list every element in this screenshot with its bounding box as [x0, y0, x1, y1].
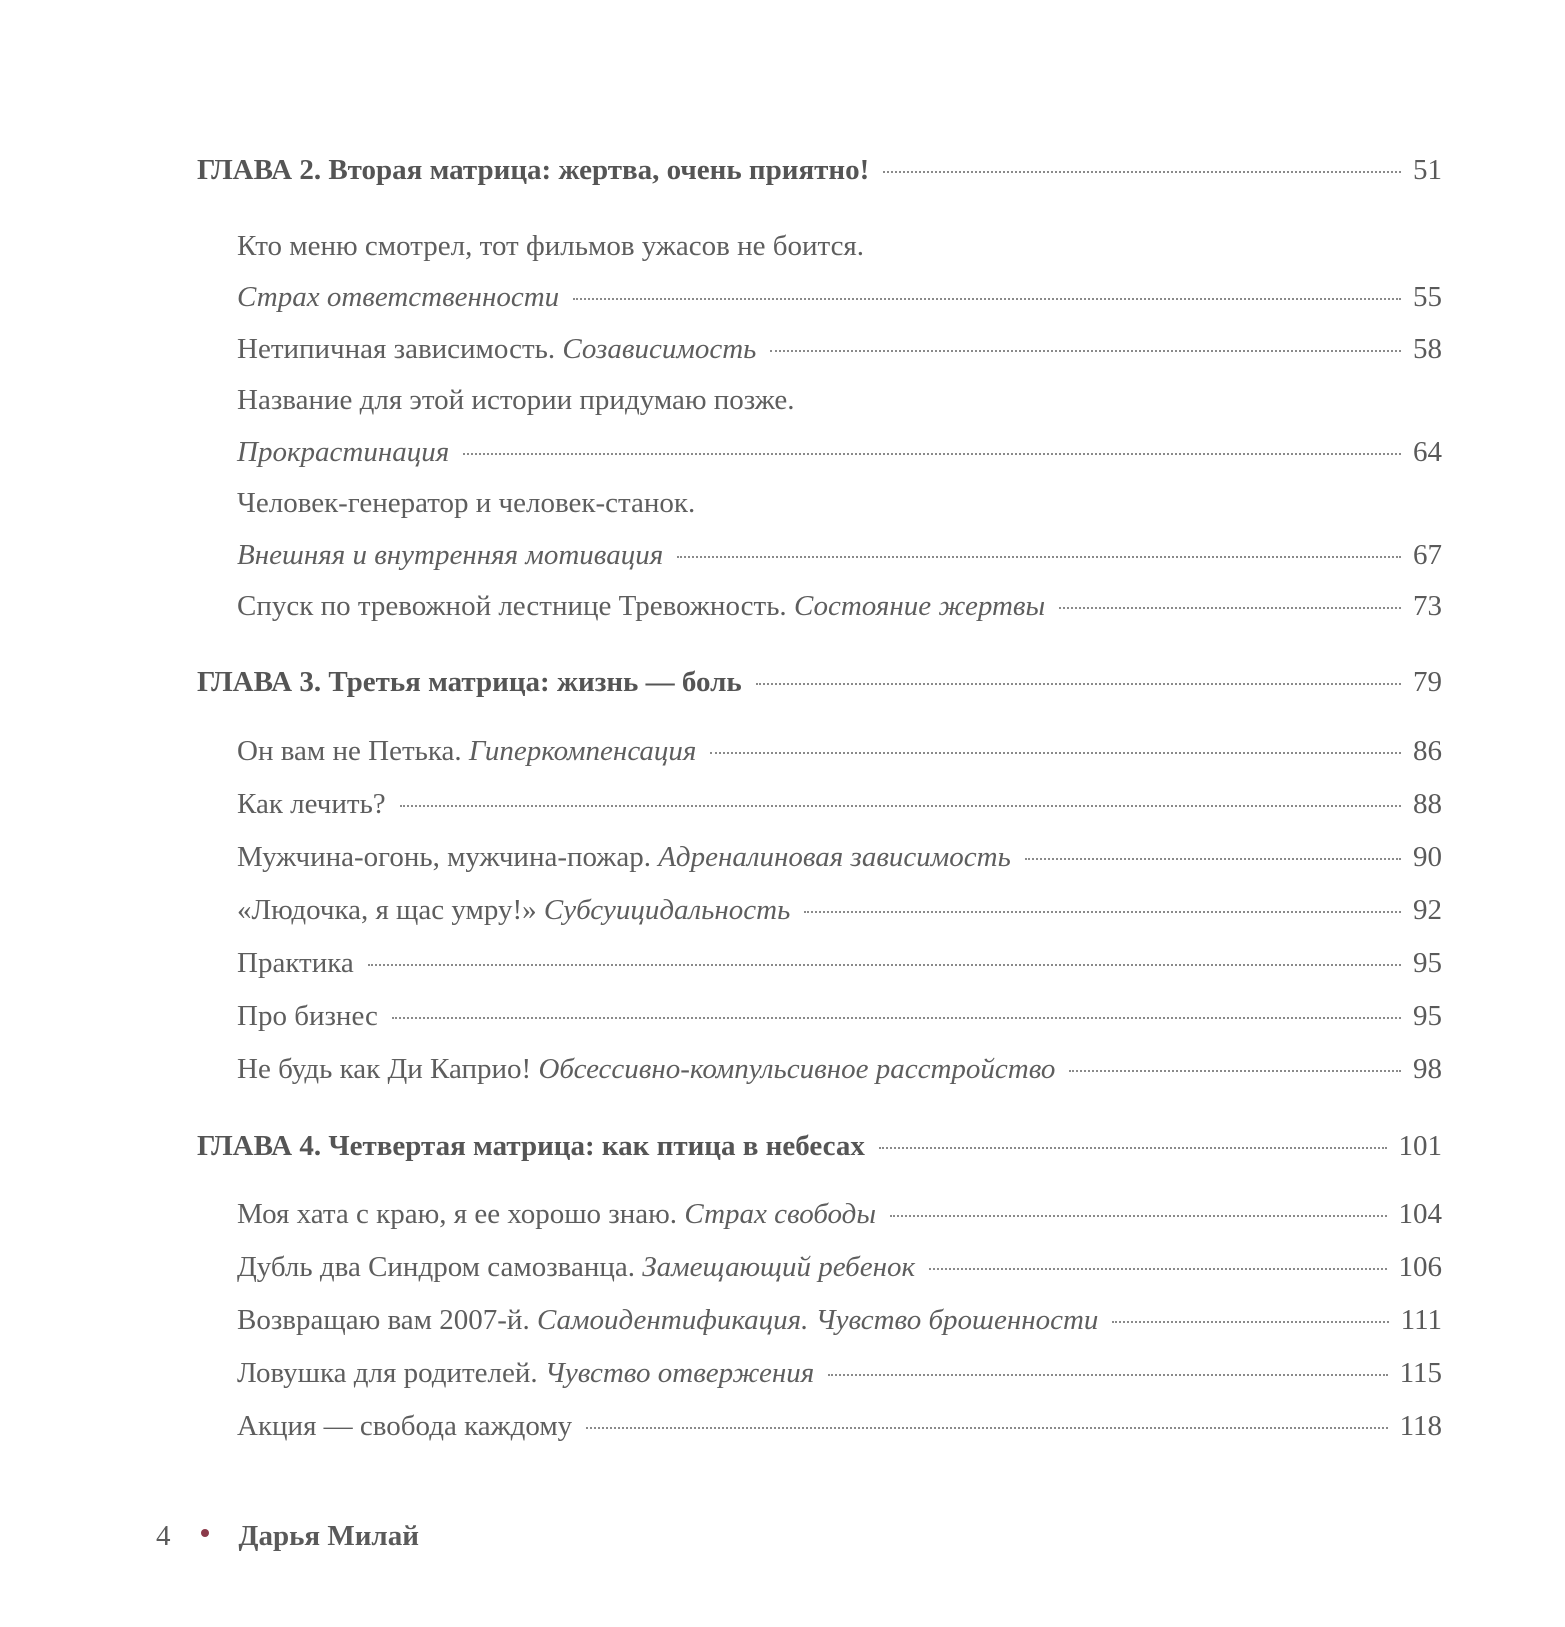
- dot-leader: [573, 298, 1401, 300]
- toc-section-entry: [237, 434, 1442, 470]
- entry-title-text: Практика: [237, 947, 354, 979]
- entry-title: [237, 228, 864, 264]
- entry-page-number: 92: [1413, 894, 1442, 926]
- entry-page-number: 118: [1399, 1410, 1442, 1442]
- page-number: 4: [156, 1520, 171, 1552]
- entry-title: [197, 1128, 865, 1164]
- entry-title-text: Кто меню смотрел, тот фильмов ужасов не боится.: [237, 230, 865, 262]
- entry-title-text: ГЛАВА 3. Третья матрица: жизнь — боль: [197, 666, 742, 698]
- entry-title-text: Про бизнес: [237, 1000, 378, 1032]
- entry-title: [237, 434, 449, 470]
- dot-leader: [677, 556, 1401, 558]
- entry-title-text: Дубль два Синдром самозванца.: [237, 1251, 643, 1283]
- entry-title: [237, 331, 756, 367]
- entry-page-number: 73: [1413, 590, 1442, 622]
- dot-leader: [770, 350, 1401, 352]
- dot-leader: [756, 683, 1401, 685]
- entry-title-text: Как лечить?: [237, 788, 386, 820]
- entry-title-text: ГЛАВА 2. Вторая матрица: жертва, очень приятно!: [197, 154, 870, 186]
- entry-title: [237, 537, 663, 573]
- entry-title-italic: Субсуицидальность: [543, 894, 791, 926]
- toc-section-entry: [237, 998, 1442, 1034]
- entry-page-number: 55: [1413, 281, 1442, 313]
- toc-section-entry: [237, 1196, 1442, 1232]
- entry-page-number: 67: [1413, 539, 1442, 571]
- entry-title-text: «Людочка, я щас умру!»: [237, 894, 544, 926]
- toc-section-entry: [237, 892, 1442, 928]
- entry-title: [197, 664, 742, 700]
- entry-title: [237, 945, 354, 981]
- toc-section-entry: [237, 945, 1442, 981]
- toc-chapter-entry: [197, 664, 1442, 700]
- entry-title-italic: Внешняя и внутренняя мотивация: [237, 539, 664, 571]
- entry-title: [237, 1408, 572, 1444]
- entry-title-text: Мужчина-огонь, мужчина-пожар.: [237, 841, 659, 873]
- entry-title: [237, 1302, 1098, 1338]
- dot-leader: [400, 805, 1401, 807]
- toc-section-entry: [237, 279, 1442, 315]
- toc-section-entry: [237, 1408, 1442, 1444]
- entry-title-text: Человек-генератор и человек-станок.: [237, 487, 696, 519]
- toc-section-entry: [237, 537, 1442, 573]
- entry-title-italic: Чувство отвержения: [544, 1357, 815, 1389]
- entry-title: [237, 1051, 1055, 1087]
- entry-title: [237, 485, 695, 521]
- entry-title: [237, 998, 378, 1034]
- entry-title-text: Моя хата с краю, я ее хорошо знаю.: [237, 1198, 685, 1230]
- toc-section-entry: [237, 331, 1442, 367]
- entry-title: [197, 152, 869, 188]
- entry-page-number: 79: [1413, 666, 1442, 698]
- entry-title-text: Не будь как Ди Каприо!: [237, 1053, 539, 1085]
- entry-page-number: 58: [1413, 333, 1442, 365]
- dot-leader: [828, 1374, 1387, 1376]
- entry-title: [237, 588, 1045, 624]
- entry-page-number: 104: [1398, 1198, 1442, 1230]
- entry-title-italic: Обсессивно-компульсивное расстройство: [538, 1053, 1056, 1085]
- entry-title-italic: Замещающий ребенок: [642, 1251, 916, 1283]
- entry-title-italic: Гиперкомпенсация: [468, 735, 697, 767]
- entry-page-number: 98: [1413, 1053, 1442, 1085]
- entry-page-number: 64: [1413, 436, 1442, 468]
- entry-title: [237, 279, 559, 315]
- dot-leader: [879, 1147, 1387, 1149]
- toc-section-entry: [237, 382, 795, 418]
- dot-leader: [586, 1427, 1387, 1429]
- entry-title-text: Ловушка для родителей.: [237, 1357, 545, 1389]
- dot-leader: [890, 1215, 1387, 1217]
- author-name: Дарья Милай: [238, 1520, 419, 1552]
- entry-title: [237, 1196, 876, 1232]
- entry-title-italic: Адреналиновая зависимость: [658, 841, 1011, 873]
- dot-leader: [710, 752, 1401, 754]
- dot-leader: [804, 911, 1401, 913]
- entry-title-text: ГЛАВА 4. Четвертая матрица: как птица в небесах: [197, 1130, 865, 1162]
- entry-title: [237, 382, 795, 418]
- entry-title-text: Он вам не Петька.: [237, 735, 469, 767]
- entry-title-text: Спуск по тревожной лестнице Тревожность.: [237, 590, 794, 622]
- entry-title-text: Нетипичная зависимость.: [237, 333, 563, 365]
- toc-section-entry: [237, 1051, 1442, 1087]
- dot-leader: [929, 1268, 1386, 1270]
- entry-title-italic: Самоидентификация. Чувство брошенности: [536, 1304, 1099, 1336]
- entry-title-text: Возвращаю вам 2007-й.: [237, 1304, 537, 1336]
- entry-page-number: 101: [1398, 1130, 1442, 1162]
- dot-leader: [392, 1017, 1401, 1019]
- entry-title: [237, 786, 386, 822]
- page-footer: [156, 1520, 419, 1553]
- entry-title-italic: Созависимость: [562, 333, 757, 365]
- toc-section-entry: [237, 485, 695, 521]
- bullet-dot-icon: [201, 1529, 209, 1537]
- toc-section-entry: [237, 786, 1442, 822]
- entry-page-number: 51: [1413, 154, 1442, 186]
- entry-title: [237, 892, 790, 928]
- entry-title-italic: Страх ответственности: [237, 281, 560, 313]
- toc-chapter-entry: [197, 152, 1442, 188]
- entry-page-number: 111: [1400, 1304, 1442, 1336]
- dot-leader: [883, 171, 1401, 173]
- entry-title-text: Название для этой истории придумаю позже.: [237, 384, 795, 416]
- dot-leader: [1112, 1321, 1388, 1323]
- toc-section-entry: [237, 839, 1442, 875]
- entry-page-number: 86: [1413, 735, 1442, 767]
- toc-section-entry: [237, 1249, 1442, 1285]
- toc-section-entry: [237, 588, 1442, 624]
- entry-page-number: 106: [1398, 1251, 1442, 1283]
- entry-page-number: 95: [1413, 947, 1442, 979]
- dot-leader: [1069, 1070, 1401, 1072]
- toc-chapter-entry: [197, 1128, 1442, 1164]
- dot-leader: [1059, 607, 1401, 609]
- entry-page-number: 95: [1413, 1000, 1442, 1032]
- entry-title-italic: Состояние жертвы: [793, 590, 1046, 622]
- dot-leader: [368, 964, 1401, 966]
- dot-leader: [1025, 858, 1401, 860]
- toc-section-entry: [237, 733, 1442, 769]
- dot-leader: [463, 453, 1401, 455]
- toc-section-entry: [237, 1302, 1442, 1338]
- toc-section-entry: [237, 228, 864, 264]
- entry-page-number: 90: [1413, 841, 1442, 873]
- entry-title: [237, 1355, 814, 1391]
- entry-page-number: 115: [1399, 1357, 1442, 1389]
- entry-title: [237, 733, 696, 769]
- entry-title-text: Акция — свобода каждому: [237, 1410, 573, 1442]
- entry-page-number: 88: [1413, 788, 1442, 820]
- toc-section-entry: [237, 1355, 1442, 1391]
- entry-title: [237, 839, 1011, 875]
- entry-title-italic: Страх свободы: [684, 1198, 876, 1230]
- entry-title-italic: Прокрастинация: [237, 436, 450, 468]
- entry-title: [237, 1249, 915, 1285]
